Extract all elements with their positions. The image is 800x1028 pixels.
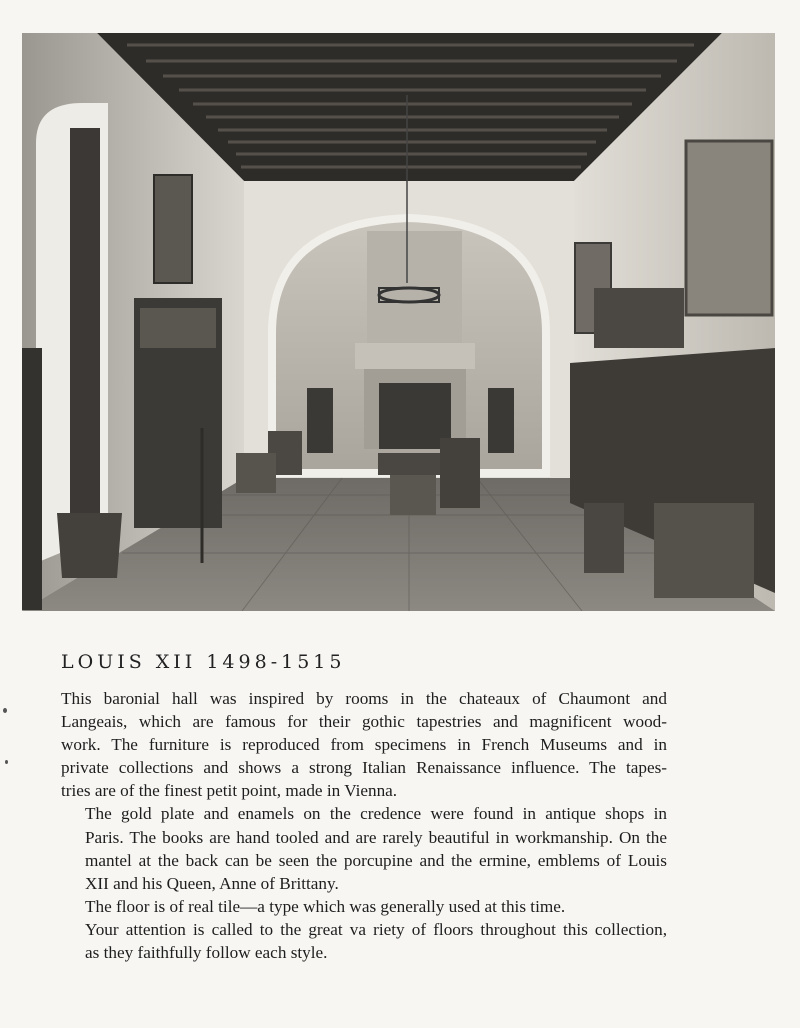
text-line: The floor is of real tile—a type which was generally used at this time. [85,896,566,916]
text-line: private collections and shows a strong Italian Renaissance influence. The tapes- [61,758,667,778]
text-line: Langeais, which are famous for their gothic tapestries and magnificent wood- [61,712,667,732]
paragraph-3 [61,895,667,918]
text-line: as they faithfully follow each style. [85,943,328,963]
body-text [61,687,667,964]
text-line: Paris. The books are hand tooled and are rarely beautiful in workmanship. On the [85,827,667,847]
text-line: tries are of the finest petit point, made in Vienna. [61,781,398,801]
text-line: work. The furniture is reproduced from specimens in French Museums and in [61,735,667,755]
text-line: Your attention is called to the great va riety of floors throughout this collection, [85,919,667,939]
paragraph-2 [61,802,667,894]
paragraph-4 [61,918,667,964]
scan-speck [5,760,8,764]
room-photograph [22,33,775,611]
page-heading: LOUIS XII 1498-1515 [61,651,346,673]
text-line: The gold plate and enamels on the credence were found in antique shops in [85,804,667,824]
text-line: XII and his Queen, Anne of Brittany. [85,873,339,893]
text-line: This baronial hall was inspired by rooms in the chateaux of Chaumont and [61,689,667,708]
scan-speck [3,708,7,713]
baronial-hall-illustration [22,33,775,611]
text-line: mantel at the back can be seen the porcupine and the ermine, emblems of Louis [85,850,667,870]
paragraph-1 [61,687,667,802]
